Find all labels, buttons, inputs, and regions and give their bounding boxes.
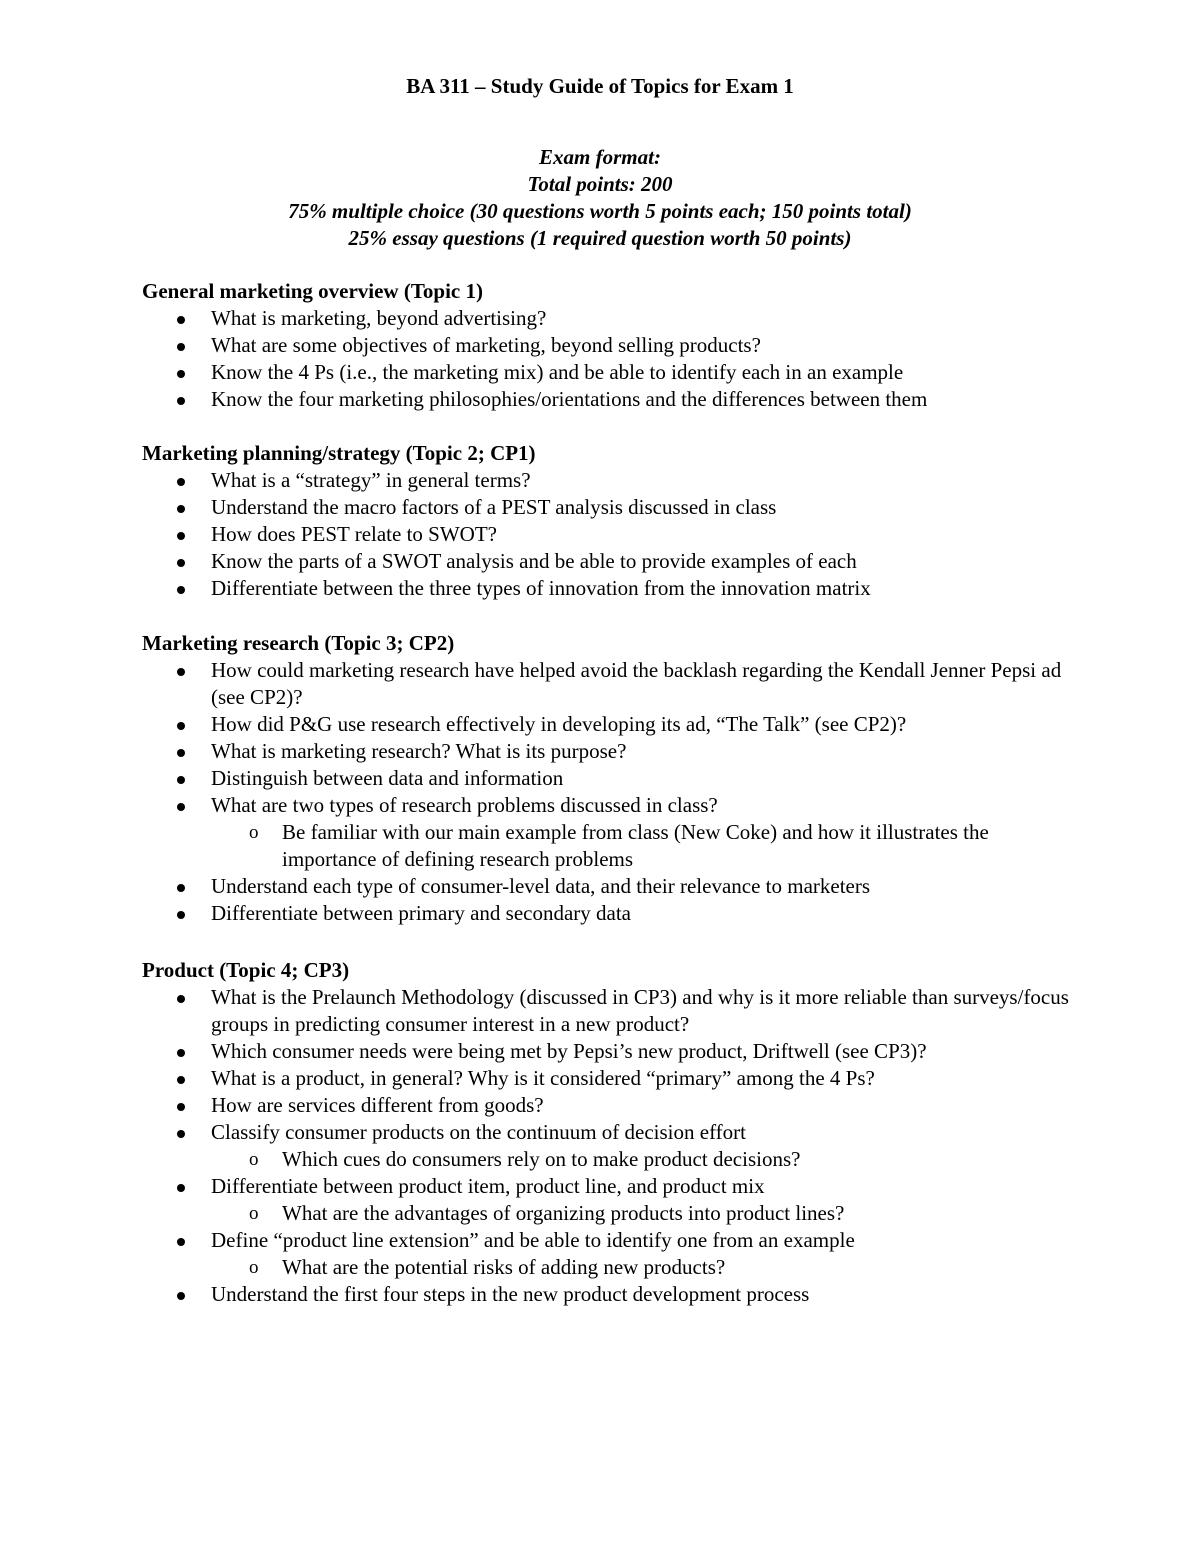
bullet-icon xyxy=(177,505,185,513)
list-item: Understand the macro factors of a PEST analysis discussed in class xyxy=(142,494,1142,521)
list-item: What are some objectives of marketing, beyond selling products? xyxy=(142,332,1142,359)
exam-format-label: Exam format: xyxy=(539,145,661,169)
list-item: Define “product line extension” and be able to identify one from an example xyxy=(142,1227,1142,1254)
list-item: What is a product, in general? Why is it considered “primary” among the 4 Ps? xyxy=(142,1065,1142,1092)
list-item: Know the four marketing philosophies/orientations and the differences between them xyxy=(142,386,1142,413)
bullet-icon xyxy=(177,343,185,351)
section-heading: Marketing research (Topic 3; CP2) xyxy=(142,631,455,655)
list-item: What is marketing research? What is its purpose? xyxy=(142,738,1142,765)
bullet-icon xyxy=(177,1292,185,1300)
bullet-icon xyxy=(177,532,185,540)
list-item: Know the 4 Ps (i.e., the marketing mix) and be able to identify each in an example xyxy=(142,359,1142,386)
sub-list-item: o Which cues do consumers rely on to make product decisions? xyxy=(249,1147,801,1171)
bullet-icon xyxy=(177,1103,185,1111)
section-heading: General marketing overview (Topic 1) xyxy=(142,279,483,303)
section-heading: Product (Topic 4; CP3) xyxy=(142,958,350,982)
bullet-icon xyxy=(177,1184,185,1192)
circle-bullet-icon: o xyxy=(249,822,259,843)
exam-essay: 25% essay questions (1 required question worth 50 points) xyxy=(348,226,852,250)
bullet-icon xyxy=(177,668,185,676)
list-item: Distinguish between data and information xyxy=(142,765,1142,792)
section-topic-1 xyxy=(142,278,1142,413)
list-item: How did P&G use research effectively in developing its ad, “The Talk” (see CP2)? xyxy=(142,711,1142,738)
bullet-icon xyxy=(177,478,185,486)
page-title: BA 311 – Study Guide of Topics for Exam 1 xyxy=(406,74,794,98)
bullet-icon xyxy=(177,397,185,405)
bullet-icon xyxy=(177,911,185,919)
list-item: Understand each type of consumer-level data, and their relevance to marketers xyxy=(142,873,1142,900)
list-item: Differentiate between primary and secondary data xyxy=(142,900,1142,927)
list-item: Which consumer needs were being met by Pepsi’s new product, Driftwell (see CP3)? xyxy=(142,1038,1142,1065)
list-item: How does PEST relate to SWOT? xyxy=(142,521,1142,548)
bullet-icon xyxy=(177,1130,185,1138)
list-item: Differentiate between the three types of innovation from the innovation matrix xyxy=(142,575,1142,602)
bullet-icon xyxy=(177,316,185,324)
list-item: Understand the first four steps in the new product development process xyxy=(142,1281,1142,1308)
bullet-icon xyxy=(177,884,185,892)
bullet-icon xyxy=(177,995,185,1003)
section-heading: Marketing planning/strategy (Topic 2; CP1) xyxy=(142,441,536,465)
list-item: What is marketing, beyond advertising? xyxy=(142,305,1142,332)
list-item: Classify consumer products on the continuum of decision effort xyxy=(142,1119,1142,1146)
list-item: What are two types of research problems discussed in class? xyxy=(142,792,1142,819)
list-item: How could marketing research have helped avoid the backlash regarding the Kendall Jenner Pepsi ad (see CP2)? xyxy=(142,657,1142,711)
list-item: How are services different from goods? xyxy=(142,1092,1142,1119)
circle-bullet-icon: o xyxy=(249,1149,259,1170)
sub-list-item: o What are the potential risks of adding new products? xyxy=(249,1255,726,1279)
bullet-icon xyxy=(177,803,185,811)
list-item: What is a “strategy” in general terms? xyxy=(142,467,1142,494)
bullet-icon xyxy=(177,1049,185,1057)
bullet-icon xyxy=(177,776,185,784)
list-item: What is the Prelaunch Methodology (discussed in CP3) and why is it more reliable than surveys/focus groups in predicting consumer interest in a new product? xyxy=(142,984,1142,1038)
list-item: Differentiate between product item, product line, and product mix xyxy=(142,1173,1142,1200)
circle-bullet-icon: o xyxy=(249,1257,259,1278)
section-topic-2 xyxy=(142,440,1142,602)
bullet-icon xyxy=(177,1076,185,1084)
exam-multiple-choice: 75% multiple choice (30 questions worth 5 points each; 150 points total) xyxy=(288,199,912,223)
section-topic-4 xyxy=(142,957,1142,1308)
bullet-icon xyxy=(177,370,185,378)
sub-list-item: o Be familiar with our main example from class (New Coke) and how it illustrates the importance of defining research problems xyxy=(249,820,989,871)
exam-total-points: Total points: 200 xyxy=(527,172,673,196)
exam-format-block xyxy=(0,144,1200,252)
bullet-icon xyxy=(177,1238,185,1246)
bullet-icon xyxy=(177,559,185,567)
section-topic-3 xyxy=(142,630,1142,927)
bullet-icon xyxy=(177,722,185,730)
list-item: Know the parts of a SWOT analysis and be able to provide examples of each xyxy=(142,548,1142,575)
circle-bullet-icon: o xyxy=(249,1203,259,1224)
bullet-icon xyxy=(177,586,185,594)
sub-list-item: o What are the advantages of organizing products into product lines? xyxy=(249,1201,845,1225)
bullet-icon xyxy=(177,749,185,757)
